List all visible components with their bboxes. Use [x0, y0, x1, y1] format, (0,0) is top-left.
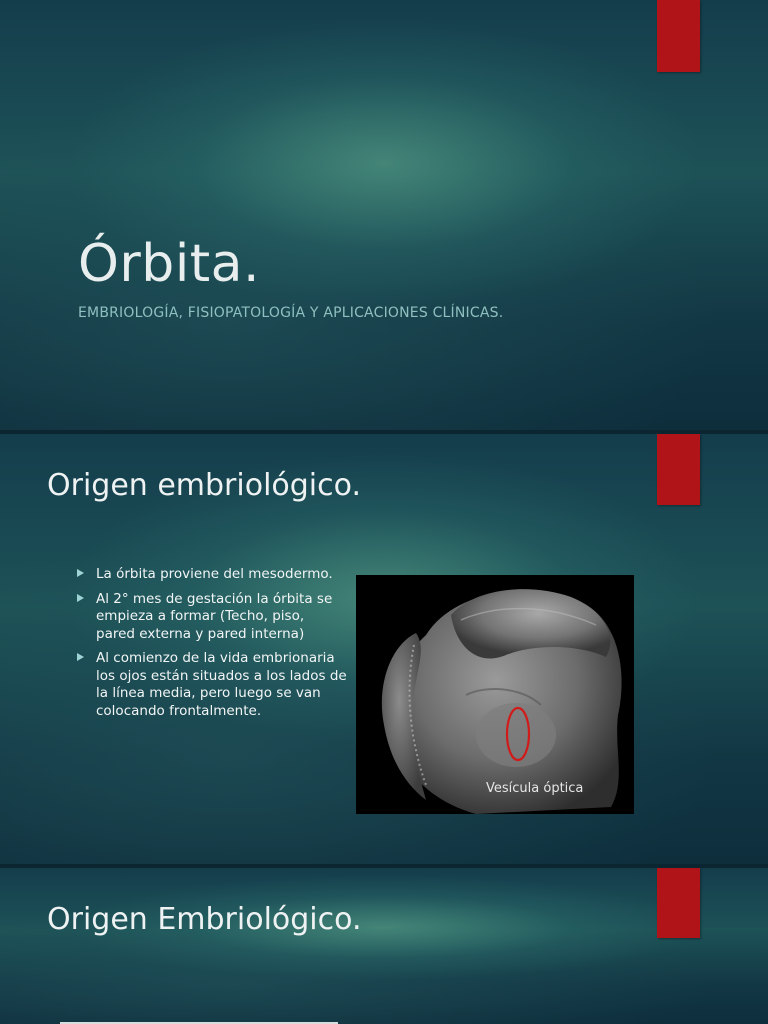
bullet-item — [77, 650, 347, 720]
triangle-right-icon — [77, 569, 84, 577]
bullet-text: Al 2° mes de gestación la órbita se empieza a formar (Techo, piso, pared externa y pared interna) — [96, 590, 333, 642]
triangle-right-icon — [77, 594, 84, 602]
bullet-item — [77, 591, 347, 644]
title-slide — [0, 0, 768, 430]
bullet-list — [77, 566, 347, 727]
embryo-micrograph — [356, 575, 634, 814]
accent-bar — [657, 434, 700, 505]
content-slide — [0, 868, 768, 1024]
slide-title: Órbita. — [78, 234, 261, 294]
slide-heading: Origen Embriológico. — [47, 902, 362, 937]
slide-heading: Origen embriológico. — [47, 468, 362, 503]
image-caption: Vesícula óptica — [486, 781, 584, 796]
content-slide — [0, 434, 768, 864]
bullet-item — [77, 566, 347, 584]
accent-bar — [657, 0, 700, 72]
bullet-text: La órbita proviene del mesodermo. — [96, 566, 333, 582]
slide-subtitle: EMBRIOLOGÍA, FISIOPATOLOGÍA Y APLICACIONES CLÍNICAS. — [78, 305, 504, 321]
triangle-right-icon — [77, 653, 84, 661]
bullet-text: Al comienzo de la vida embrionaria los ojos están situados a los lados de la línea media, pero luego se van colocando frontalmente. — [96, 650, 347, 719]
accent-bar — [657, 868, 700, 938]
